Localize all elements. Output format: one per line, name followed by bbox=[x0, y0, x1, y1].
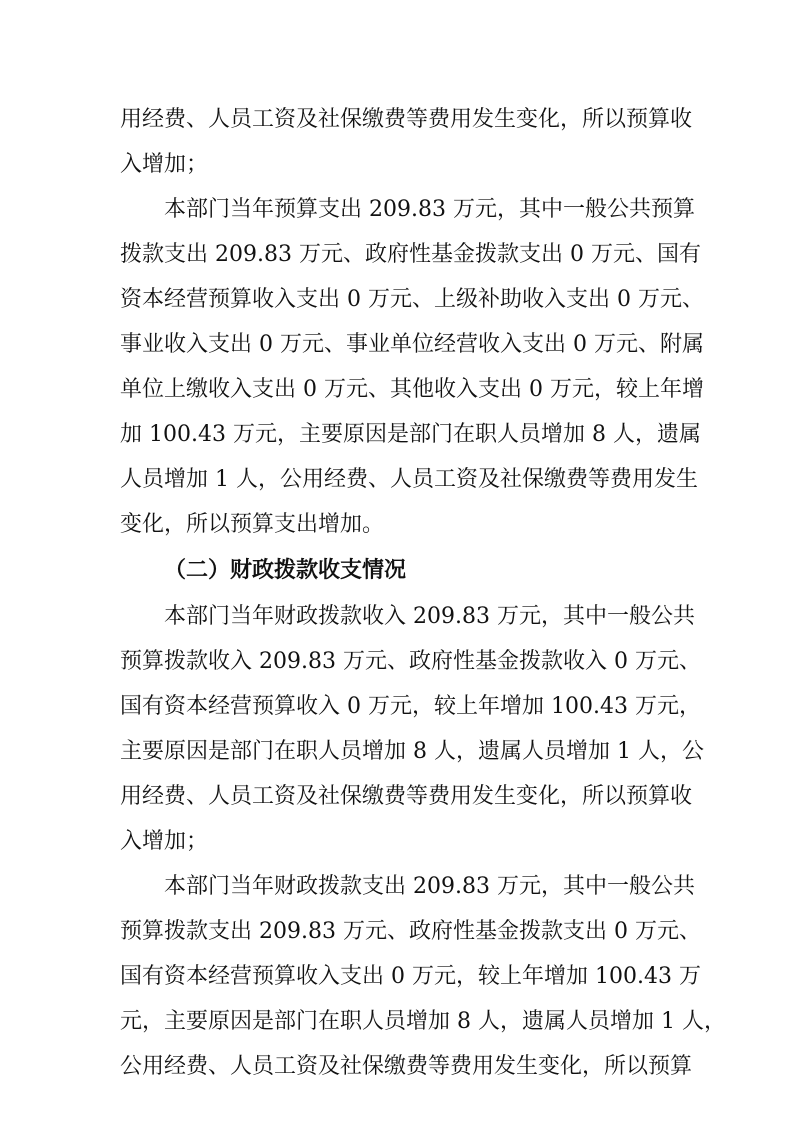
paragraph-line: 资本经营预算收入支出 0 万元、上级补助收入支出 0 万元、 bbox=[120, 287, 704, 312]
paragraph-line: 本部门当年财政拨款支出 209.83 万元，其中一般公共 bbox=[164, 874, 695, 899]
paragraph-line: 入增加； bbox=[120, 829, 209, 854]
paragraph-line: 主要原因是部门在职人员增加 8 人，遗属人员增加 1 人，公 bbox=[120, 739, 704, 764]
paragraph-line: 本部门当年预算支出 209.83 万元，其中一般公共预算 bbox=[164, 197, 695, 222]
paragraph-line: 预算拨款支出 209.83 万元、政府性基金拨款支出 0 万元、 bbox=[120, 919, 701, 944]
paragraph-line: 预算拨款收入 209.83 万元、政府性基金拨款收入 0 万元、 bbox=[120, 649, 701, 674]
paragraph-line: 公用经费、人员工资及社保缴费等费用发生变化，所以预算 bbox=[120, 1054, 693, 1079]
paragraph-line: 单位上缴收入支出 0 万元、其他收入支出 0 万元，较上年增 bbox=[120, 377, 704, 402]
paragraph-line: 加 100.43 万元，主要原因是部门在职人员增加 8 人，遗属 bbox=[120, 422, 701, 447]
paragraph-line: 用经费、人员工资及社保缴费等费用发生变化，所以预算收 bbox=[120, 784, 693, 809]
section-heading: （二）财政拨款收支情况 bbox=[164, 558, 407, 583]
paragraph-line: 用经费、人员工资及社保缴费等费用发生变化，所以预算收 bbox=[120, 107, 693, 132]
paragraph-line: 国有资本经营预算收入支出 0 万元，较上年增加 100.43 万 bbox=[120, 964, 701, 989]
paragraph-line: 元，主要原因是部门在职人员增加 8 人，遗属人员增加 1 人， bbox=[120, 1009, 726, 1034]
paragraph-line: 本部门当年财政拨款收入 209.83 万元，其中一般公共 bbox=[164, 604, 695, 629]
paragraph-line: 拨款支出 209.83 万元、政府性基金拨款支出 0 万元、国有 bbox=[120, 242, 701, 267]
paragraph-line: 人员增加 1 人，公用经费、人员工资及社保缴费等费用发生 bbox=[120, 467, 698, 492]
paragraph-line: 事业收入支出 0 万元、事业单位经营收入支出 0 万元、附属 bbox=[120, 332, 704, 357]
paragraph-line: 入增加； bbox=[120, 152, 209, 177]
paragraph-line: 变化，所以预算支出增加。 bbox=[120, 512, 385, 537]
paragraph-line: 国有资本经营预算收入 0 万元，较上年增加 100.43 万元， bbox=[120, 694, 701, 719]
